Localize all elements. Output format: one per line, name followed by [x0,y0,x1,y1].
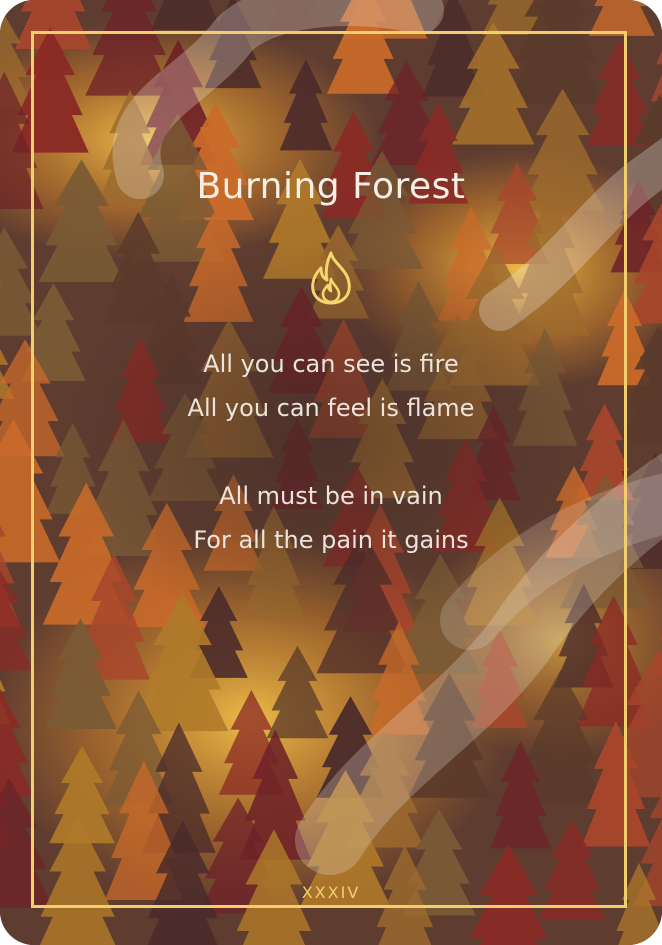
pine-tree [589,0,655,36]
verse-line: All you can see is fire [203,350,459,378]
verse-line: All must be in vain [219,482,443,510]
card-numeral: XXXIV [301,883,361,902]
verse-line: All you can feel is flame [187,394,475,422]
verse-stanza-2 [0,474,662,562]
fire-icon [303,249,359,307]
card-title: Burning Forest [196,166,466,207]
verse-stanza-1 [0,342,662,430]
verse-line: For all the pain it gains [193,526,469,554]
